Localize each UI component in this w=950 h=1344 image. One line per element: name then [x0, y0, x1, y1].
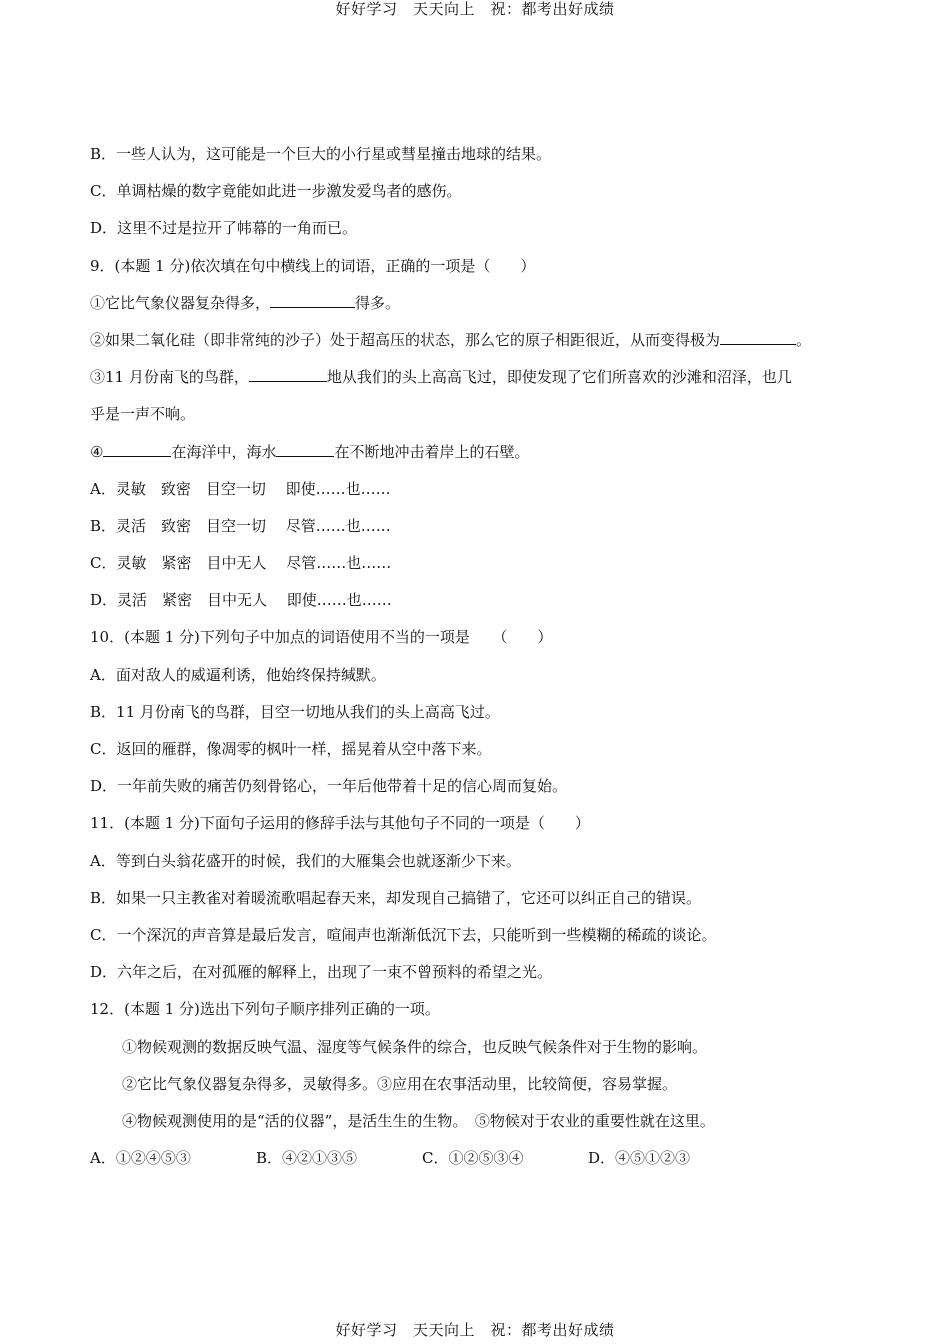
q12-stem: 12．(本题 1 分)选出下列句子顺序排列正确的一项。: [90, 1000, 440, 1019]
q9-s3-text-b: 地从我们的头上高高飞过，即使发现了它们所喜欢的沙滩和沼泽，也几: [326, 368, 792, 387]
q10-option-c: C．返回的雁群，像凋零的枫叶一样，摇晃着从空中落下来。: [90, 740, 492, 758]
q9-blank-2: [720, 328, 796, 345]
q9-sentence-3-cont: 乎是一声不响。: [90, 405, 196, 424]
q12-sentence-2: ②它比气象仪器复杂得多，灵敏得多。③应用在农事活动里，比较简便，容易掌握。: [122, 1074, 678, 1093]
q9-s4-text-a: ④: [90, 442, 104, 461]
q11-option-c: C．一个深沉的声音算是最后发言，喧闹声也渐渐低沉下去，只能听到一些模糊的稀疏的谈论。: [90, 925, 717, 944]
q9-s3-text-a: ③11 月份南飞的鸟群，: [90, 368, 249, 387]
q9-blank-1: [270, 291, 355, 308]
q9-option-b: B．灵活 致密 目空一切 尽管……也……: [90, 516, 391, 535]
q10-stem: 10．(本题 1 分)下列句子中加点的词语使用不当的一项是 （ ）: [90, 628, 553, 647]
q9-option-c: C．灵敏 紧密 目中无人 尽管……也……: [90, 554, 392, 573]
question-content: [90, 136, 870, 1177]
q12-sentence-1: ①物候观测的数据反映气温、湿度等气候条件的综合，也反映气候条件对于生物的影响。: [122, 1037, 708, 1056]
q9-s2-text-a: ②如果二氧化硅（即非常纯的沙子）处于超高压的状态，那么它的原子相距很近，从而变得极为: [90, 330, 721, 349]
q11-option-d: D．六年之后，在对孤雁的解释上，出现了一束不曾预料的希望之光。: [90, 963, 553, 982]
q9-blank-5: [276, 440, 334, 457]
q9-sentence-1: [90, 285, 870, 322]
q10-option-d: D．一年前失败的痛苦仍刻骨铭心，一年后他带着十足的信心周而复始。: [90, 777, 568, 796]
q11-option-a: A．等到白头翁花盛开的时候，我们的大雁集会也就逐渐少下来。: [90, 851, 521, 870]
q9-s1-text-a: ①它比气象仪器复杂得多，: [90, 293, 271, 312]
q11-stem: 11．(本题 1 分)下面句子运用的修辞手法与其他句子不同的一项是（ ）: [90, 814, 590, 833]
q9-s2-text-b: 。: [796, 330, 812, 349]
q12-option-b: B．④②①③⑤: [256, 1149, 358, 1168]
q8-option-c: C．单调枯燥的数字竟能如此进一步激发爱鸟者的感伤。: [90, 182, 462, 201]
q9-blank-3: [249, 365, 327, 382]
q9-sentence-2: [90, 322, 870, 359]
q12-sentence-3: ④物候观测使用的是“活的仪器”，是活生生的生物。 ⑤物候对于农业的重要性就在这里。: [122, 1111, 715, 1130]
q9-s4-text-c: 在不断地冲击着岸上的石壁。: [334, 442, 530, 461]
q11-option-b: B．如果一只主教雀对着暖流歌唱起春天来，却发现自己搞错了，它还可以纠正自己的错误。: [90, 888, 702, 907]
q9-option-d: D．灵活 紧密 目中无人 即使……也……: [90, 591, 392, 610]
q12-option-a: A．①②④⑤③: [90, 1149, 191, 1168]
q9-stem: 9．(本题 1 分)依次填在句中横线上的词语，正确的一项是（ ）: [90, 256, 536, 275]
q9-sentence-4: [90, 434, 870, 471]
q10-option-a: A．面对敌人的威逼利诱，他始终保持缄默。: [90, 665, 386, 684]
q12-option-d: D．④⑤①②③: [588, 1149, 691, 1168]
q9-s4-text-b: 在海洋中，海水: [171, 442, 277, 461]
q12-option-c: C．①②⑤③④: [422, 1149, 524, 1168]
q9-option-a: A．灵敏 致密 目空一切 即使……也……: [90, 479, 391, 498]
q10-option-b: B．11 月份南飞的鸟群，目空一切地从我们的头上高高飞过。: [90, 702, 500, 721]
q9-s1-text-b: 得多。: [355, 293, 401, 312]
page-footer: 好好学习 天天向上 祝：都考出好成绩: [335, 1321, 615, 1339]
page-header: 好好学习 天天向上 祝：都考出好成绩: [335, 0, 615, 18]
q8-option-d: D．这里不过是拉开了帏幕的一角而已。: [90, 219, 358, 238]
q9-blank-4: [103, 440, 171, 457]
q12-options: [90, 1140, 870, 1177]
q9-sentence-3: [90, 359, 870, 396]
q8-option-b: B．一些人认为，这可能是一个巨大的小行星或彗星撞击地球的结果。: [90, 145, 552, 163]
